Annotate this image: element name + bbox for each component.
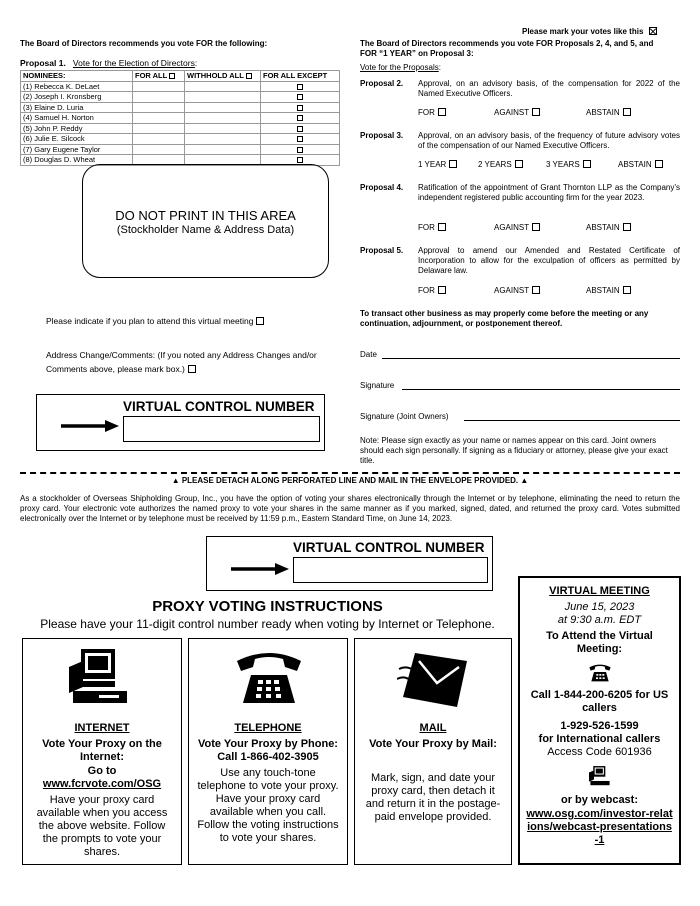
proposal3-1-year-checkbox[interactable] bbox=[449, 160, 457, 168]
table-row: (3) Elaine D. Luria bbox=[21, 102, 340, 113]
mail-heading: MAIL bbox=[419, 722, 447, 734]
nominee-except-checkbox[interactable] bbox=[297, 136, 303, 142]
proposal5-label: Proposal 5. bbox=[360, 246, 404, 255]
proposal3-abstain: ABSTAIN bbox=[618, 160, 663, 169]
proposal5-abstain: ABSTAIN bbox=[586, 286, 631, 295]
proposal2-for: FOR bbox=[418, 108, 446, 117]
telephone-number[interactable]: Call 1-866-402-3905 bbox=[217, 751, 319, 763]
envelope-icon bbox=[397, 651, 469, 709]
proposal2-against-checkbox[interactable] bbox=[532, 108, 540, 116]
arrow-right-icon bbox=[61, 418, 119, 434]
proposal5-abstain-checkbox[interactable] bbox=[623, 286, 631, 294]
for-all-except-header: FOR ALL EXCEPT bbox=[261, 71, 340, 82]
vm-webcast-label: or by webcast: bbox=[560, 794, 639, 806]
withhold-all-header: WITHHOLD ALL bbox=[185, 71, 261, 82]
proposal4-for-checkbox[interactable] bbox=[438, 223, 446, 231]
table-row: (1) Rebecca K. DeLaet bbox=[21, 81, 340, 92]
proposal2-against: AGAINST bbox=[494, 108, 540, 117]
table-row: (5) John P. Reddy bbox=[21, 123, 340, 134]
proposal5-against-checkbox[interactable] bbox=[532, 286, 540, 294]
mail-box bbox=[354, 638, 512, 865]
vm-heading: VIRTUAL MEETING bbox=[549, 585, 650, 597]
nominee-except-checkbox[interactable] bbox=[297, 147, 303, 153]
proposal3-2-years-checkbox[interactable] bbox=[515, 160, 523, 168]
proposal2-abstain: ABSTAIN bbox=[586, 108, 631, 117]
attend-meeting-row: Please indicate if you plan to attend this virtual meeting bbox=[46, 316, 264, 326]
table-row: (4) Samuel H. Norton bbox=[21, 113, 340, 124]
proposal2-abstain-checkbox[interactable] bbox=[623, 108, 631, 116]
proposal2-for-checkbox[interactable] bbox=[438, 108, 446, 116]
virtual-control-number-box-2 bbox=[206, 536, 493, 591]
proposal3-abstain-checkbox[interactable] bbox=[655, 160, 663, 168]
sample-mark-checkbox bbox=[649, 27, 657, 35]
proposal4-label: Proposal 4. bbox=[360, 183, 404, 192]
proposal5-text: Approval to amend our Amended and Restated Certificate of Incorporation to allow for the exculpation of officers as permitted by Delaware law. bbox=[418, 246, 680, 275]
nominee-except-checkbox[interactable] bbox=[297, 115, 303, 121]
proposal3-3-years-checkbox[interactable] bbox=[583, 160, 591, 168]
signature-line[interactable] bbox=[402, 389, 680, 390]
withhold-all-checkbox[interactable] bbox=[246, 73, 252, 79]
perforated-line bbox=[20, 472, 680, 474]
telephone-heading: TELEPHONE bbox=[234, 722, 302, 734]
mail-line1: Vote Your Proxy by Mail: bbox=[369, 738, 497, 750]
vm-intl-number: 1-929-526-1599 bbox=[560, 720, 639, 732]
address-change-row: Address Change/Comments: (If you noted any Address Changes and/or Comments above, please mark box.) bbox=[46, 350, 317, 374]
vcn-label: VIRTUAL CONTROL NUMBER bbox=[123, 399, 315, 414]
date-line[interactable] bbox=[382, 358, 680, 359]
other-business: To transact other business as may properly come before the meeting or any continuation, adjournment, or postponement thereof. bbox=[360, 309, 649, 328]
telephone-icon bbox=[233, 649, 305, 707]
for-all-checkbox[interactable] bbox=[169, 73, 175, 79]
vcn2-input-box[interactable] bbox=[293, 557, 488, 583]
proposal4-abstain-checkbox[interactable] bbox=[623, 223, 631, 231]
internet-heading: INTERNET bbox=[74, 722, 130, 734]
proposal3-1-year: 1 YEAR bbox=[418, 160, 457, 169]
proposal4-against: AGAINST bbox=[494, 223, 540, 232]
nominees-header: NOMINEES: bbox=[21, 71, 133, 82]
dnp-title: DO NOT PRINT IN THIS AREA bbox=[115, 208, 296, 223]
date-label: Date bbox=[360, 350, 377, 359]
vm-date: June 15, 2023 bbox=[564, 601, 635, 613]
internet-box bbox=[22, 638, 182, 865]
proposal3-text: Approval, on an advisory basis, of the frequency of future advisory votes of the compensation of our Named Executive Officers. bbox=[418, 131, 680, 150]
address-change-checkbox[interactable] bbox=[188, 365, 196, 373]
nominee-except-checkbox[interactable] bbox=[297, 126, 303, 132]
internet-line1: Vote Your Proxy on the Internet: bbox=[42, 738, 162, 763]
vm-attend: To Attend the Virtual Meeting: bbox=[546, 630, 653, 655]
table-row: (8) Douglas D. Wheat bbox=[21, 155, 340, 166]
proposal5-against: AGAINST bbox=[494, 286, 540, 295]
vm-call-us: Call 1-844-200-6205 for US callers bbox=[530, 689, 669, 714]
vm-time: at 9:30 a.m. EDT bbox=[557, 614, 642, 626]
proposal3-3-years: 3 YEARS bbox=[546, 160, 591, 169]
proposal4-text: Ratification of the appointment of Grant Thornton LLP as the Company’s independent registered public accounting firm for the year 2023. bbox=[418, 183, 680, 202]
mail-body: Mark, sign, and date your proxy card, then detach it and return it in the postage-paid envelope provided. bbox=[365, 772, 501, 823]
proposal1-heading: Proposal 1. Vote for the Election of Directors: bbox=[20, 58, 198, 68]
instructions-subtitle: Please have your 11-digit control number ready when voting by Internet or Telephone. bbox=[40, 617, 495, 631]
telephone-icon bbox=[588, 662, 612, 684]
signing-note: Note: Please sign exactly as your name or names appear on this card. Joint owners should each sign personally. If signing as a fiduciary or attorney, please give your exact title. bbox=[360, 436, 668, 465]
proposal2-text: Approval, on an advisory basis, of the compensation for 2022 of the Named Executive Officers. bbox=[418, 79, 680, 98]
nominee-except-checkbox[interactable] bbox=[297, 94, 303, 100]
virtual-meeting-box bbox=[518, 576, 681, 865]
vm-access-code: Access Code 601936 bbox=[547, 746, 652, 758]
dnp-subtitle: (Stockholder Name & Address Data) bbox=[116, 224, 295, 236]
board-recommendation-right: The Board of Directors recommends you vote FOR Proposals 2, 4, and 5, and FOR “1 YEAR” on Proposal 3: bbox=[360, 39, 654, 58]
vote-for-proposals: Vote for the Proposals: bbox=[360, 63, 441, 72]
nominee-except-checkbox[interactable] bbox=[297, 105, 303, 111]
proposal4-for: FOR bbox=[418, 223, 446, 232]
attend-meeting-checkbox[interactable] bbox=[256, 317, 264, 325]
computer-icon bbox=[589, 765, 611, 787]
nominee-except-checkbox[interactable] bbox=[297, 84, 303, 90]
vcn-input-box[interactable] bbox=[123, 416, 320, 442]
vm-intl-callers: for International callers bbox=[538, 733, 661, 745]
signature-joint-label: Signature (Joint Owners) bbox=[360, 412, 449, 421]
proposal5-for: FOR bbox=[418, 286, 446, 295]
nominee-except-checkbox[interactable] bbox=[297, 157, 303, 163]
proposal3-label: Proposal 3. bbox=[360, 131, 404, 140]
detach-instruction: ▲ PLEASE DETACH ALONG PERFORATED LINE AND MAIL IN THE ENVELOPE PROVIDED. ▲ bbox=[171, 476, 529, 485]
telephone-line1: Vote Your Proxy by Phone: bbox=[198, 738, 338, 750]
proposal4-abstain: ABSTAIN bbox=[586, 223, 631, 232]
signature-joint-line[interactable] bbox=[464, 420, 680, 421]
signature-label: Signature bbox=[360, 381, 395, 390]
board-recommendation-left: The Board of Directors recommends you vote FOR the following: bbox=[20, 39, 268, 48]
table-row: (7) Gary Eugene Taylor bbox=[21, 144, 340, 155]
do-not-print-area bbox=[82, 164, 329, 278]
table-row: (6) Julie E. Silcock bbox=[21, 134, 340, 145]
for-all-header: FOR ALL bbox=[133, 71, 185, 82]
vm-webcast-link[interactable]: www.osg.com/investor-relations/webcast-presentations-1 bbox=[526, 808, 673, 846]
mark-votes-instruction: Please mark your votes like this bbox=[522, 27, 657, 36]
virtual-control-number-box bbox=[36, 394, 325, 451]
internet-body: Have your proxy card available when you access the above website. Follow the prompts to vote your shares. bbox=[36, 794, 168, 858]
proposal4-against-checkbox[interactable] bbox=[532, 223, 540, 231]
intro-paragraph: As a stockholder of Overseas Shipholding Group, Inc., you have the option of voting your shares electronically through the Internet or by telephone, eliminating the need to return the proxy card. Your electronic vote authorizes the named proxy to vote your shares in the same manner as if you marked, signed, dated, and returned the proxy card. Votes submitted electronically over the Internet or by telephone must be received by 11:59 p.m., Eastern Standard Time, on June 14, 2023. bbox=[20, 494, 680, 523]
proposal2-label: Proposal 2. bbox=[360, 79, 404, 88]
instructions-title: PROXY VOTING INSTRUCTIONS bbox=[152, 598, 383, 615]
vcn2-label: VIRTUAL CONTROL NUMBER bbox=[293, 540, 485, 555]
proposal3-2-years: 2 YEARS bbox=[478, 160, 523, 169]
telephone-body: Use any touch-tone telephone to vote your proxy. Have your proxy card available when you call. Follow the voting instructions to vote your shares. bbox=[197, 767, 339, 844]
internet-line2: Go to bbox=[87, 765, 117, 777]
arrow-right-icon bbox=[231, 561, 289, 577]
table-row: (2) Joseph I. Kronsberg bbox=[21, 92, 340, 103]
nominees-table bbox=[20, 70, 340, 166]
internet-url-link[interactable]: www.fcrvote.com/OSG bbox=[42, 778, 162, 790]
telephone-box bbox=[188, 638, 348, 865]
computer-icon bbox=[69, 647, 131, 707]
proposal5-for-checkbox[interactable] bbox=[438, 286, 446, 294]
